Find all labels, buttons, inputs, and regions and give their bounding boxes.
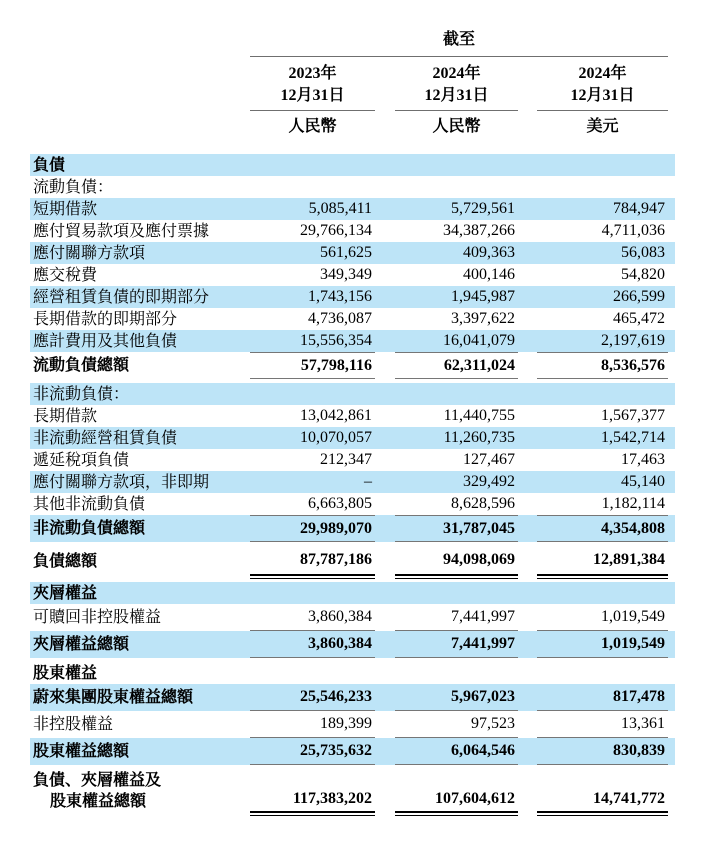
value-cell [250,176,375,198]
value-cell: 127,467 [463,451,515,468]
value-cell: 3,860,384 [250,631,375,658]
value-cell: 409,363 [463,244,515,261]
row-label [30,383,250,405]
table-row [30,308,675,330]
value-cell: 54,820 [621,266,665,283]
table-row [30,176,675,198]
value-cell: 1,743,156 [308,288,372,305]
row-label-line1: 非控股權益 [33,716,114,733]
column-gap [375,471,395,493]
value-cell: 25,546,233 [250,684,375,711]
value-cell [250,582,375,604]
column-header-date: 12月31日 [280,87,345,104]
column-gap [375,582,395,604]
value-cell: 830,839 [537,738,668,765]
column-gap [518,383,537,405]
column-gap [518,546,537,576]
row-label [30,684,250,711]
value-cell: 8,628,596 [451,495,515,512]
value-cell [395,582,518,604]
column-gap [518,493,537,515]
column-gap [375,57,395,111]
value-cell [537,662,668,684]
column-gap [518,738,537,765]
row-label [30,471,250,493]
row-label-line1: 短期借款 [33,200,98,218]
column-gap [375,220,395,242]
value-cell [395,662,518,684]
column-gap [375,662,395,684]
column-gap [518,308,537,330]
column-gap [518,582,537,604]
value-cell: 5,085,411 [308,200,372,217]
column-gap [518,57,537,111]
table-row [30,352,675,379]
value-cell: 349,349 [320,266,372,283]
row-label [30,220,250,242]
as-of-label: 截至 [250,30,668,57]
value-cell: 94,098,069 [395,546,518,576]
row-label-line1: 流動負債： [33,178,114,196]
value-cell: 4,736,087 [308,310,372,327]
column-header-2023-rmb [250,57,375,111]
date-header-row [30,57,675,111]
value-cell: 1,019,549 [537,631,668,658]
label-column-spacer [30,30,250,57]
column-gap [375,684,395,711]
table-row [30,286,675,308]
row-label [30,631,250,658]
table-row [30,220,675,242]
as-of-header-row [30,30,675,57]
row-label-line1: 非流動經營租賃負債 [33,429,178,447]
column-gap [375,154,395,176]
column-gap [518,264,537,286]
value-cell: 62,311,024 [395,352,518,379]
column-gap [518,449,537,471]
row-label-line1: 負債、夾層權益及 [33,772,162,789]
row-label-line1: 股東權益總額 [33,743,130,760]
table-row [30,631,675,658]
value-cell: 1,945,987 [451,288,515,305]
value-cell: 25,735,632 [250,738,375,765]
value-cell: 817,478 [537,684,668,711]
row-label [30,493,250,515]
column-gap [518,286,537,308]
row-label-line1: 蔚來集團股東權益總額 [33,689,194,706]
column-gap [375,604,395,631]
value-cell [250,662,375,684]
table-row [30,546,675,576]
row-label [30,662,250,684]
value-cell: 11,440,755 [443,407,515,424]
column-gap [375,515,395,542]
currency-label-usd: 美元 [586,118,619,135]
table-row [30,242,675,264]
column-gap [518,684,537,711]
row-label [30,154,250,176]
value-cell: 57,798,116 [250,352,375,379]
table-row [30,604,675,631]
value-cell: 15,556,354 [300,332,372,349]
value-cell: 1,182,114 [601,495,665,512]
value-cell: 12,891,384 [537,546,668,576]
row-label-line1: 長期借款的即期部分 [33,310,178,328]
column-gap [375,330,395,352]
column-gap [518,405,537,427]
column-gap [518,176,537,198]
row-label [30,198,250,220]
row-label-line1: 非流動負債： [33,385,130,403]
row-label-line1: 負債總額 [33,552,98,570]
row-label-line2: 股東權益總額 [50,793,147,810]
row-label [30,711,250,738]
value-cell: 784,947 [613,200,665,217]
value-cell: 3,397,622 [451,310,515,327]
column-gap [375,405,395,427]
row-label-line1: 負債 [33,156,66,174]
column-gap [375,711,395,738]
column-gap [518,198,537,220]
column-header-2024-rmb [395,57,518,111]
value-cell [250,154,375,176]
value-cell: 10,070,057 [300,429,372,446]
table-row [30,769,675,813]
column-gap [375,738,395,765]
value-cell: 6,663,805 [308,495,372,512]
column-gap [518,111,537,138]
value-cell: 97,523 [395,711,518,738]
value-cell: 4,711,036 [601,222,665,239]
column-gap [375,493,395,515]
table-row [30,662,675,684]
value-cell: 212,347 [320,451,372,468]
value-cell [250,383,375,405]
row-label-line1: 應交稅費 [33,266,98,284]
table-row [30,471,675,493]
row-label [30,352,250,379]
table-row [30,449,675,471]
table-row [30,738,675,765]
row-label-line1: 股東權益 [33,664,98,682]
row-label [30,308,250,330]
column-gap [375,286,395,308]
table-row [30,711,675,738]
row-label-line1: 應計費用及其他負債 [33,332,178,350]
column-gap [518,242,537,264]
value-cell: 2,197,619 [601,332,665,349]
row-label [30,427,250,449]
row-label [30,582,250,604]
value-cell: 561,625 [320,244,372,261]
currency-header-row [30,111,675,138]
value-cell [395,383,518,405]
column-gap [518,352,537,379]
column-gap [375,769,395,813]
value-cell: 465,472 [613,310,665,327]
value-cell: 29,989,070 [250,515,375,542]
value-cell [537,176,668,198]
column-gap [375,352,395,379]
value-cell: 4,354,808 [537,515,668,542]
column-gap [375,198,395,220]
currency-label-rmb: 人民幣 [432,118,481,135]
row-label [30,604,250,631]
value-cell: 3,860,384 [250,604,375,631]
column-gap [518,154,537,176]
label-column-spacer [30,57,250,111]
row-label-line1: 夾層權益 [33,584,98,602]
currency-label-rmb: 人民幣 [288,118,337,135]
value-cell: 8,536,576 [537,352,668,379]
column-header-year: 2024年 [432,65,481,82]
row-label [30,242,250,264]
column-gap [375,631,395,658]
column-gap [518,330,537,352]
row-label-line1: 應付關聯方款項 [33,244,146,262]
column-gap [518,427,537,449]
row-label-line1: 夾層權益總額 [33,636,130,653]
value-cell [537,383,668,405]
column-header-year: 2024年 [578,65,627,82]
table-row [30,264,675,286]
row-label [30,405,250,427]
column-gap [375,111,395,138]
value-cell: 14,741,772 [537,769,668,813]
value-cell: 11,260,735 [443,429,515,446]
column-gap [518,662,537,684]
row-label-line1: 遞延稅項負債 [33,451,130,469]
column-gap [375,308,395,330]
value-cell: 107,604,612 [395,769,518,813]
table-body [30,154,675,813]
value-cell: 117,383,202 [250,769,375,813]
value-cell: 17,463 [621,451,665,468]
row-label-line1: 非流動負債總額 [33,520,146,537]
value-cell: 1,567,377 [601,407,665,424]
value-cell: 189,399 [250,711,375,738]
label-column-spacer [30,111,250,138]
row-label [30,176,250,198]
table-row [30,427,675,449]
value-cell [537,154,668,176]
row-label-line1: 流動負債總額 [33,357,130,374]
row-label-line1: 其他非流動負債 [33,495,146,513]
row-label [30,515,250,542]
value-cell: 1,542,714 [601,429,665,446]
row-label [30,330,250,352]
column-gap [375,242,395,264]
value-cell: 266,599 [613,288,665,305]
value-cell: 329,492 [463,473,515,490]
value-cell [537,582,668,604]
column-gap [518,515,537,542]
table-row [30,383,675,405]
column-header-2024-usd [537,57,668,111]
row-label [30,286,250,308]
value-cell: 5,967,023 [395,684,518,711]
value-cell: 1,019,549 [537,604,668,631]
column-gap [518,631,537,658]
column-gap [375,383,395,405]
row-label-line1: 應付貿易款項及應付票據 [33,222,210,240]
column-header-date: 12月31日 [570,87,635,104]
value-cell: 34,387,266 [443,222,515,239]
value-cell [395,176,518,198]
value-cell: 13,361 [537,711,668,738]
value-cell: 16,041,079 [443,332,515,349]
column-header-date: 12月31日 [424,87,489,104]
value-cell: 87,787,186 [250,546,375,576]
balance-sheet [30,30,675,813]
value-cell: 7,441,997 [395,631,518,658]
value-cell [395,154,518,176]
row-label [30,738,250,765]
value-cell: 45,140 [621,473,665,490]
column-gap [375,449,395,471]
value-cell: 6,064,546 [395,738,518,765]
table-row [30,198,675,220]
column-gap [518,769,537,813]
value-cell: 13,042,861 [300,407,372,424]
table-row [30,405,675,427]
value-cell: – [364,473,372,490]
value-cell: 31,787,045 [395,515,518,542]
row-label-line1: 經營租賃負債的即期部分 [33,288,210,306]
row-label [30,264,250,286]
table-row [30,330,675,352]
value-cell: 400,146 [463,266,515,283]
value-cell: 29,766,134 [300,222,372,239]
table-row [30,684,675,711]
column-gap [518,471,537,493]
column-gap [375,427,395,449]
column-gap [518,604,537,631]
table-row [30,154,675,176]
table-row [30,493,675,515]
value-cell: 5,729,561 [451,200,515,217]
column-header-year: 2023年 [288,65,337,82]
row-label [30,449,250,471]
row-label-line1: 應付關聯方款項，非即期 [33,473,210,491]
value-cell: 7,441,997 [395,604,518,631]
row-label-line1: 可贖回非控股權益 [33,609,162,626]
column-gap [518,220,537,242]
table-row [30,515,675,542]
column-gap [375,264,395,286]
column-gap [375,546,395,576]
row-label [30,546,250,576]
table-row [30,582,675,604]
column-gap [518,711,537,738]
row-label [30,769,250,813]
value-cell: 56,083 [621,244,665,261]
column-gap [375,176,395,198]
row-label-line1: 長期借款 [33,407,98,425]
